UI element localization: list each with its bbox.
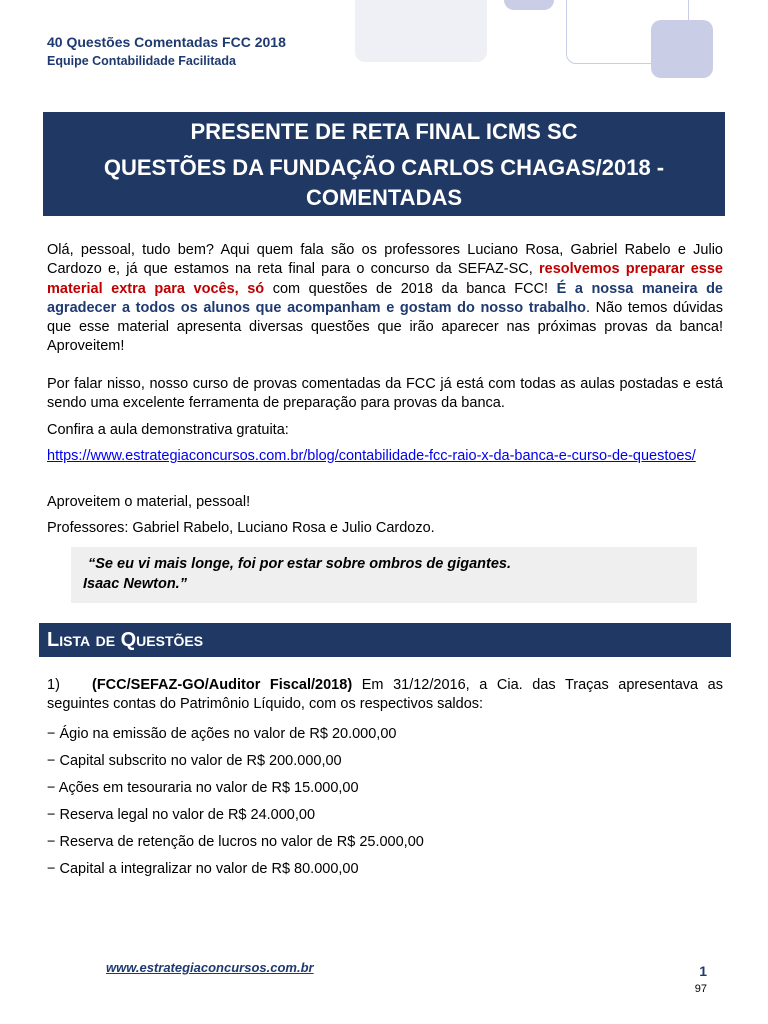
decor-square-2 [504, 0, 554, 10]
title-banner [43, 112, 725, 216]
quote-author: Isaac Newton.” [83, 576, 187, 592]
demo-class-link[interactable]: https://www.estrategiaconcursos.com.br/blog/contabilidade-fcc-raio-x-da-banca-e-curso-de-questoes/ [47, 448, 696, 464]
decor-square-1 [355, 0, 487, 62]
demo-class-link-container [47, 447, 697, 466]
professors-line: Professores: Gabriel Rabelo, Luciano Rosa e Julio Cardozo. [47, 520, 435, 536]
title-line-2: QUESTÕES DA FUNDAÇÃO CARLOS CHAGAS/2018 - [103, 155, 665, 180]
question-text: Em 31/12/2016, a Cia. das Traças apresentava as seguintes contas do Patrimônio Líquido, com os respectivos saldos: [47, 677, 724, 713]
quote-box [71, 547, 697, 603]
title-line-3: COMENTADAS [305, 185, 463, 210]
question-number: 1) [47, 677, 60, 693]
title-line-1: PRESENTE DE RETA FINAL ICMS SC [190, 119, 578, 144]
list-item: − Reserva de retenção de lucros no valor de R$ 25.000,00 [47, 834, 424, 850]
header-subtitle: Equipe Contabilidade Facilitada [47, 54, 236, 68]
list-item: − Reserva legal no valor de R$ 24.000,00 [47, 807, 316, 823]
intro-paragraph-1 [47, 241, 723, 357]
list-item: − Ágio na emissão de ações no valor de R$ 20.000,00 [47, 726, 397, 742]
page-number: 1 [699, 963, 707, 979]
intro-paragraph-4: Aproveitem o material, pessoal! [47, 494, 251, 510]
intro-text: . Não temos dúvidas que esse material apresenta diversas questões que irão aparecer nas próximas provas da banca! Aproveitem! [47, 299, 723, 355]
intro-highlight-red: resolvemos preparar esse material extra para vocês, só [47, 261, 724, 297]
header-title: 40 Questões Comentadas FCC 2018 [47, 34, 286, 50]
intro-text: Olá, pessoal, tudo bem? Aqui quem fala são os professores Luciano Rosa, Gabriel Rabelo e Julio Cardozo e, já que estamos na reta final para o concurso da SEFAZ-SC, [47, 242, 723, 278]
section-heading [39, 623, 731, 657]
intro-paragraph-3: Confira a aula demonstrativa gratuita: [47, 422, 289, 438]
intro-paragraph-2: Por falar nisso, nosso curso de provas comentadas da FCC já está com todas as aulas postadas e está sendo uma excelente ferramenta de preparação para provas da banca. [47, 376, 723, 412]
question-1 [47, 676, 723, 715]
intro-highlight-blue: É a nossa maneira de agradecer a todos os alunos que acompanham e gostam do nosso trabalho [47, 280, 723, 316]
footer-website-link[interactable]: www.estrategiaconcursos.com.br [106, 960, 314, 975]
section-heading-text: Lista de Questões [47, 629, 204, 651]
page-total: 97 [694, 983, 707, 995]
question-source: (FCC/SEFAZ-GO/Auditor Fiscal/2018) [92, 677, 353, 693]
intro-text: com questões de 2018 da banca FCC! [264, 280, 557, 297]
question-1-items [47, 721, 723, 883]
quote-line-1: “Se eu vi mais longe, foi por estar sobre ombros de gigantes. [88, 556, 512, 572]
list-item: − Capital a integralizar no valor de R$ 80.000,00 [47, 861, 359, 877]
list-item: − Ações em tesouraria no valor de R$ 15.000,00 [47, 780, 359, 796]
document-header [47, 33, 286, 69]
decor-square-4 [651, 20, 713, 78]
list-item: − Capital subscrito no valor de R$ 200.000,00 [47, 753, 342, 769]
